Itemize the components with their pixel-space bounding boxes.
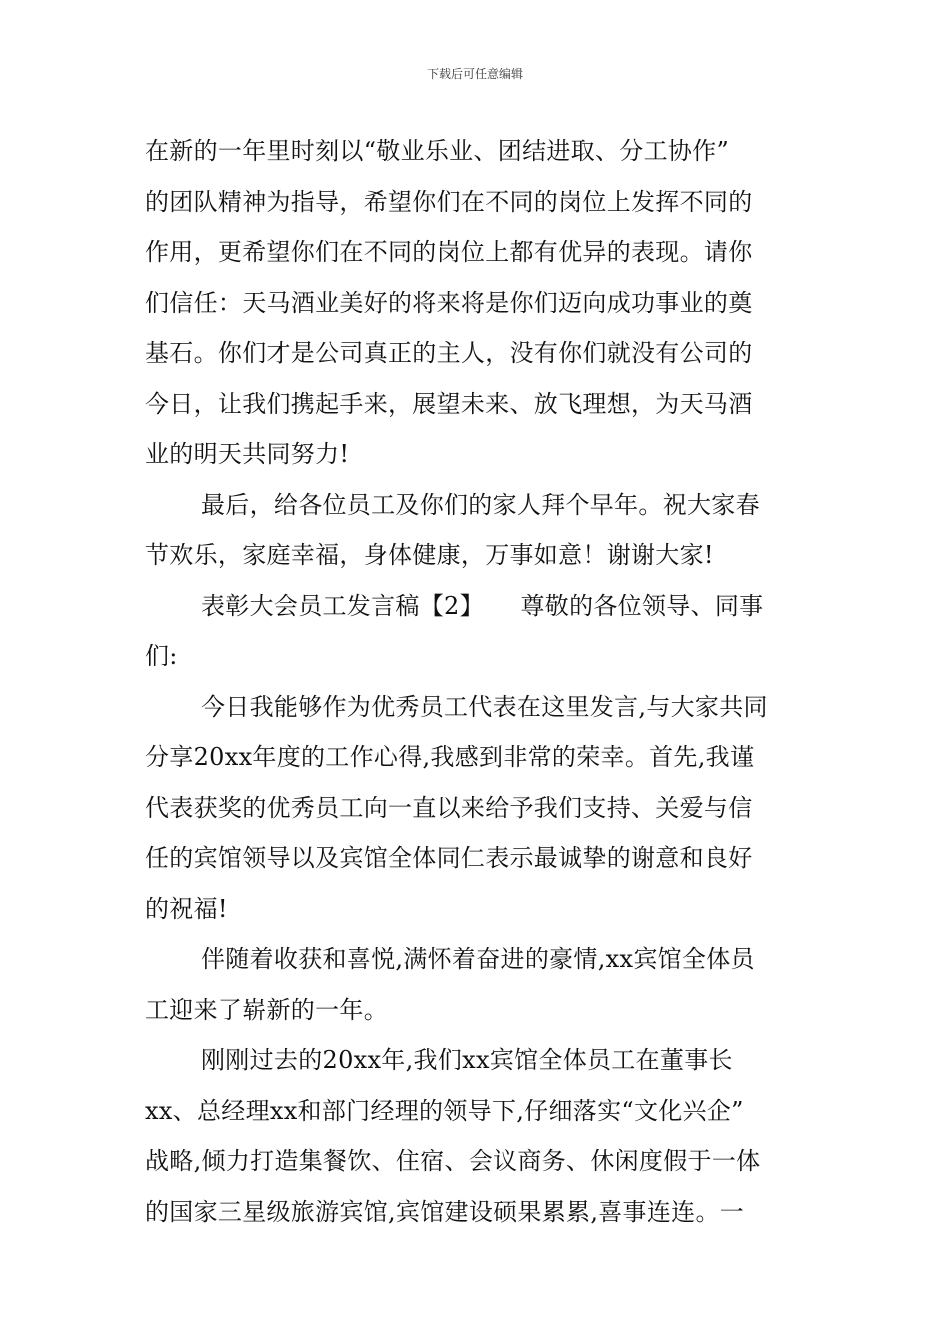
- page-header: 下载后可任意编辑: [426, 67, 523, 81]
- text-line: 分享20xx年度的工作心得,我感到非常的荣幸。首先,我谨: [145, 743, 755, 771]
- paragraph-first-line: 今日我能够作为优秀员工代表在这里发言,与大家共同: [201, 692, 768, 721]
- text-line: 们:: [145, 642, 178, 670]
- text-line: 工迎来了崭新的一年。: [145, 995, 388, 1024]
- text-line: 今日，让我们携起手来，展望未来、放飞理想，为天马酒: [145, 389, 753, 418]
- document-body: [145, 126, 810, 1237]
- text-line: 的团队精神为指导，希望你们在不同的岗位上发挥不同的: [145, 187, 753, 216]
- text-line: 代表获奖的优秀员工向一直以来给予我们支持、关爱与信: [145, 793, 753, 822]
- text-line: 们信任：天马酒业美好的将来将是你们迈向成功事业的奠: [145, 288, 753, 317]
- text-line: 的祝福!: [145, 894, 228, 923]
- section-heading-line: 表彰大会员工发言稿【2】 尊敬的各位领导、同事: [201, 591, 764, 620]
- paragraph-first-line: 伴随着收获和喜悦,满怀着奋进的豪情,xx宾馆全体员: [201, 945, 755, 973]
- text-line: 作用，更希望你们在不同的岗位上都有优异的表现。请你: [145, 238, 753, 266]
- text-line: 的国家三星级旅游宾馆,宾馆建设硕果累累,喜事连连。一: [145, 1197, 745, 1226]
- text-line: 业的明天共同努力!: [145, 440, 350, 468]
- paragraph-first-line: 最后，给各位员工及你们的家人拜个早年。祝大家春: [201, 490, 760, 519]
- text-line: 战略,倾力打造集餐饮、住宿、会议商务、休闲度假于一体: [145, 1147, 761, 1175]
- text-line: xx、总经理xx和部门经理的领导下,仔细落实“文化兴企”: [145, 1096, 744, 1125]
- text-line: 基石。你们才是公司真正的主人，没有你们就没有公司的: [145, 339, 753, 367]
- paragraph-first-line: 刚刚过去的20xx年,我们xx宾馆全体员工在董事长: [201, 1046, 733, 1074]
- text-line: 任的宾馆领导以及宾馆全体同仁表示最诚挚的谢意和良好: [145, 844, 753, 872]
- text-line: 节欢乐，家庭幸福，身体健康，万事如意！谢谢大家!: [145, 541, 714, 569]
- text-line: 在新的一年里时刻以“敬业乐业、团结进取、分工协作”: [145, 137, 730, 165]
